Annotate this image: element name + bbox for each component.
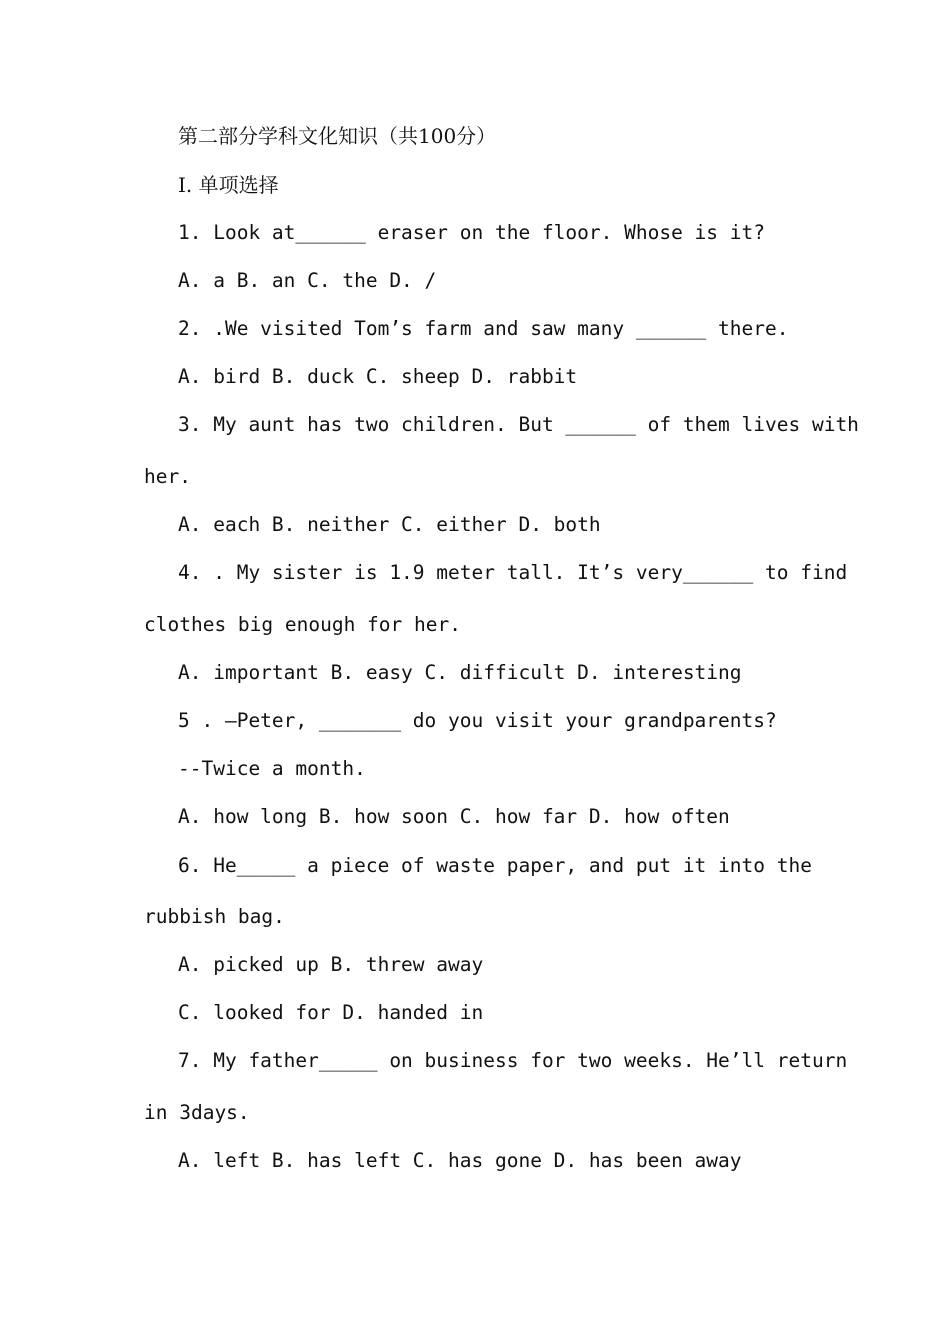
- question-5-answer-line: --Twice a month.: [178, 757, 366, 780]
- question-6-stem: 6. He_____ a piece of waste paper, and put it into the: [178, 854, 812, 877]
- subsection-title: I. 单项选择: [178, 173, 279, 197]
- section-heading: 第二部分学科文化知识（共100分）: [178, 124, 497, 148]
- question-2-stem: 2. .We visited Tom’s farm and saw many ______ there.: [178, 317, 789, 340]
- question-4-stem: 4. . My sister is 1.9 meter tall. It’s very______ to find: [178, 561, 848, 584]
- question-1-options: A. a B. an C. the D. /: [178, 269, 437, 292]
- question-7-stem-continued: in 3days.: [144, 1101, 250, 1124]
- question-1-stem: 1. Look at______ eraser on the floor. Whose is it?: [178, 221, 765, 244]
- question-6-options: A. picked up B. threw away: [178, 953, 484, 976]
- question-3-options: A. each B. neither C. either D. both: [178, 513, 601, 536]
- question-5-options: A. how long B. how soon C. how far D. how often: [178, 805, 730, 828]
- question-3-stem: 3. My aunt has two children. But ______ of them lives with: [178, 413, 859, 436]
- question-7-options: A. left B. has left C. has gone D. has been away: [178, 1149, 742, 1172]
- question-2-options: A. bird B. duck C. sheep D. rabbit: [178, 365, 578, 388]
- question-4-options: A. important B. easy C. difficult D. interesting: [178, 661, 742, 684]
- question-6-stem-continued: rubbish bag.: [144, 905, 285, 928]
- question-7-stem: 7. My father_____ on business for two weeks. He’ll return: [178, 1049, 848, 1072]
- question-5-stem: 5 . –Peter, _______ do you visit your grandparents?: [178, 709, 777, 732]
- question-3-stem-continued: her.: [144, 465, 191, 488]
- question-4-stem-continued: clothes big enough for her.: [144, 613, 461, 636]
- question-6-options-row-2: C. looked for D. handed in: [178, 1001, 484, 1024]
